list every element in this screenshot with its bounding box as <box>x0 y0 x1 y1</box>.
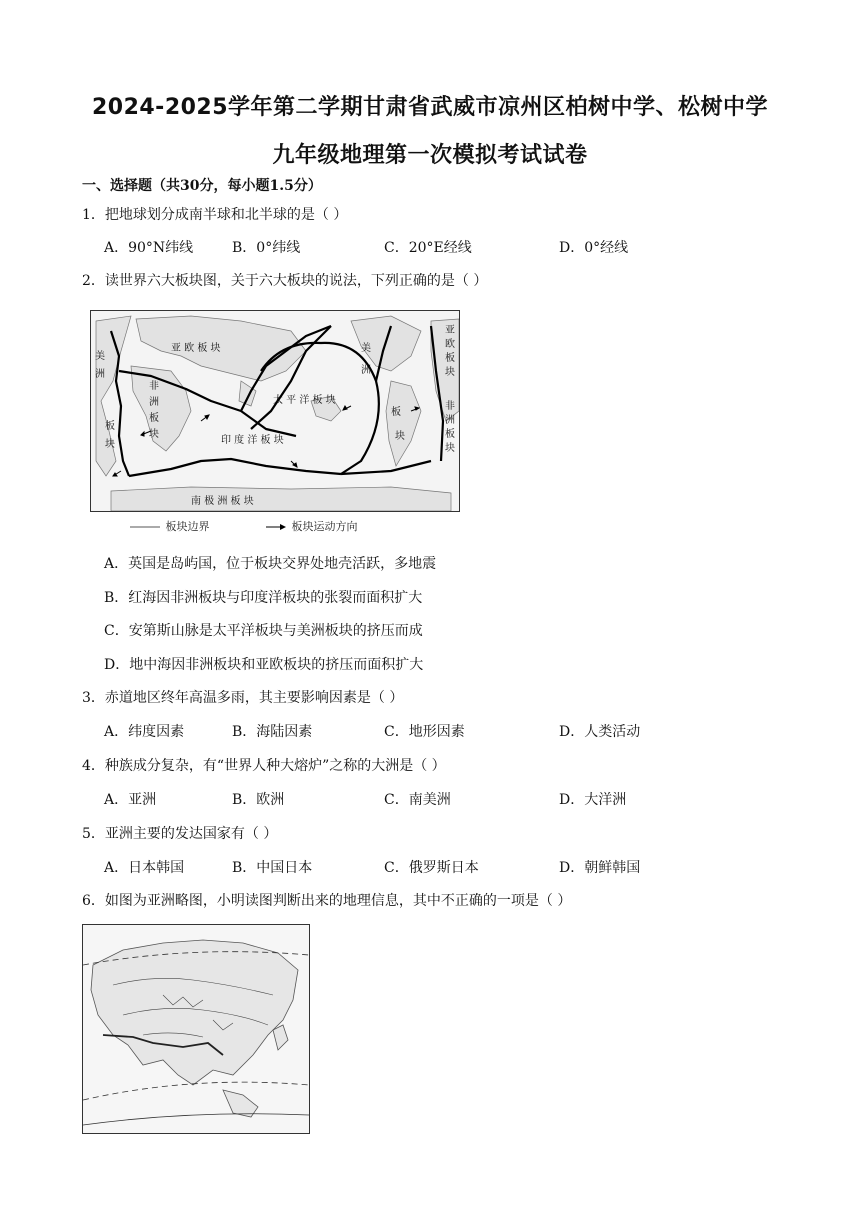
q5-option-d: D．朝鲜韩国 <box>559 860 641 876</box>
q3-option-d: D．人类活动 <box>559 724 641 740</box>
plate-map-drawing <box>91 311 459 511</box>
label-pacific: 太 平 洋 板 块 <box>273 395 336 406</box>
q5-option-c: C．俄罗斯日本 <box>384 860 479 876</box>
label-america-left-1: 美 <box>95 351 105 362</box>
q1-option-b: B．0°纬线 <box>232 240 301 256</box>
exam-title-line2: 九年级地理第一次模拟考试试卷 <box>272 143 588 168</box>
asia-map-drawing <box>83 925 309 1133</box>
legend-boundary-label: 板块边界 <box>165 520 210 533</box>
q1-option-d: D．0°经线 <box>559 240 629 256</box>
label-right-1: 亚 <box>445 325 455 336</box>
label-right-7: 板 <box>445 429 455 440</box>
question-3-stem: 3．赤道地区终年高温多雨，其主要影响因素是（ ） <box>82 690 404 706</box>
label-right-8: 块 <box>445 443 455 454</box>
label-right-2: 欧 <box>445 339 455 350</box>
label-africa-1: 非 <box>149 381 159 392</box>
label-america-left-4: 块 <box>105 439 115 450</box>
question-6-stem: 6．如图为亚洲略图，小明读图判断出来的地理信息，其中不正确的一项是（ ） <box>82 893 572 909</box>
plate-map <box>90 310 460 512</box>
legend-direction <box>266 518 358 534</box>
label-indian: 印 度 洋 板 块 <box>221 435 284 446</box>
question-1-options <box>104 237 764 257</box>
q2-option-d: D．地中海因非洲板块和亚欧板块的挤压而面积扩大 <box>104 657 424 673</box>
question-4-options <box>104 789 764 809</box>
label-america-left-2: 洲 <box>95 369 105 380</box>
q3-option-a: A．纬度因素 <box>104 724 185 740</box>
question-5-stem: 5．亚洲主要的发达国家有（ ） <box>82 826 278 842</box>
legend-direction-label: 板块运动方向 <box>291 520 358 533</box>
label-america-left-3: 板 <box>105 421 115 432</box>
label-right-3: 板 <box>445 353 455 364</box>
label-america-mid-1: 美 <box>361 343 371 354</box>
q4-option-c: C．南美洲 <box>384 792 451 808</box>
label-right-4: 块 <box>445 367 455 378</box>
q4-option-a: A．亚洲 <box>104 792 157 808</box>
q5-option-b: B．中国日本 <box>232 860 313 876</box>
label-right-5: 非 <box>445 401 455 412</box>
label-right-6: 洲 <box>445 415 455 426</box>
question-5-options <box>104 857 764 877</box>
question-2-stem: 2．读世界六大板块图，关于六大板块的说法，下列正确的是（ ） <box>82 273 488 289</box>
q2-option-c: C．安第斯山脉是太平洋板块与美洲板块的挤压而成 <box>104 623 423 639</box>
q4-option-b: B．欧洲 <box>232 792 285 808</box>
boundary-line-icon <box>130 523 162 531</box>
question-1-stem: 1．把地球划分成南半球和北半球的是（ ） <box>82 207 348 223</box>
question-3-options <box>104 721 764 741</box>
label-eurasia: 亚 欧 板 块 <box>171 343 221 354</box>
question-4-stem: 4．种族成分复杂，有“世界人种大熔炉”之称的大洲是（ ） <box>82 758 446 774</box>
label-africa-2: 洲 <box>149 397 159 408</box>
q2-option-b: B．红海因非洲板块与印度洋板块的张裂而面积扩大 <box>104 590 423 606</box>
label-america-mid-2: 洲 <box>361 365 371 376</box>
legend-boundary <box>130 518 210 534</box>
q1-option-c: C．20°E经线 <box>384 240 472 256</box>
q2-option-a: A．英国是岛屿国，位于板块交界处地壳活跃，多地震 <box>104 556 437 572</box>
label-antarctic: 南 极 洲 板 块 <box>191 496 254 507</box>
q3-option-c: C．地形因素 <box>384 724 465 740</box>
q4-option-d: D．大洋洲 <box>559 792 627 808</box>
label-america-mid-3: 板 <box>391 407 401 418</box>
label-africa-4: 块 <box>149 429 159 440</box>
arrow-right-icon <box>266 523 288 531</box>
asia-map <box>82 924 310 1134</box>
section-heading: 一、选择题（共30分，每小题1.5分） <box>82 178 322 194</box>
q5-option-a: A．日本韩国 <box>104 860 185 876</box>
label-africa-3: 板 <box>149 413 159 424</box>
exam-title-line1: 2024-2025学年第二学期甘肃省武威市凉州区柏树中学、松树中学 <box>91 95 769 120</box>
q1-option-a: A．90°N纬线 <box>104 240 194 256</box>
q3-option-b: B．海陆因素 <box>232 724 313 740</box>
label-america-mid-4: 块 <box>395 431 405 442</box>
